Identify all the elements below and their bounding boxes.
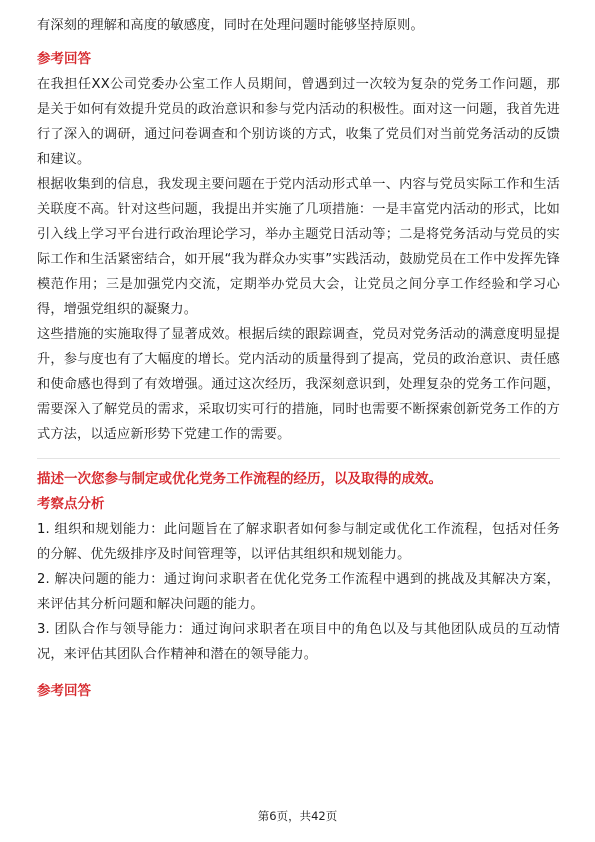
answer-paragraph-3: 这些措施的实施取得了显著成效。根据后续的跟踪调查，党员对党务活动的满意度明显提升，参与度也有了大幅度的增长。党内活动的质量得到了提高，党员的政治意识、责任感和使命感也得到了有效增强。通过这次经历，我深刻意识到，处理复杂的党务工作问题，需要深入了解党员的需求，采取切实可行的措施，同时也需要不断探索创新党务工作的方式方法，以适应新形势下党建工作的需要。 — [37, 327, 560, 442]
page-content — [37, 13, 560, 704]
analysis-heading: 考察点分析 — [37, 496, 105, 512]
page-number: 第6页，共42页 — [257, 809, 338, 823]
answer-paragraph-1: 在我担任XX公司党委办公室工作人员期间，曾遇到过一次较为复杂的党务工作问题，那是关于如何有效提升党员的政治意识和参与党内活动的积极性。面对这一问题，我首先进行了深入的调研，通过问卷调查和个别访谈的方式，收集了党员们对当前党务活动的反馈和建议。 — [37, 77, 560, 167]
answer-paragraph-2: 根据收集到的信息，我发现主要问题在于党内活动形式单一、内容与党员实际工作和生活关联度不高。针对这些问题，我提出并实施了几项措施：一是丰富党内活动的形式，比如引入线上学习平台进行政治理论学习，举办主题党日活动等；二是将党务活动与党员的实际工作和生活紧密结合，如开展“我为群众办实事”实践活动，鼓励党员在工作中发挥先锋模范作用；三是加强党内交流，定期举办党员大会，让党员之间分享工作经验和学习心得，增强党组织的凝聚力。 — [37, 177, 560, 317]
reference-answer-heading-2: 参考回答 — [37, 683, 91, 699]
section-divider — [37, 458, 560, 459]
analysis-item-1: 1. 组织和规划能力：此问题旨在了解求职者如何参与制定或优化工作流程，包括对任务的分解、优先级排序及时间管理等，以评估其组织和规划能力。 — [37, 522, 560, 562]
analysis-item-3: 3. 团队合作与领导能力：通过询问求职者在项目中的角色以及与其他团队成员的互动情况，来评估其团队合作精神和潜在的领导能力。 — [37, 622, 560, 662]
continuation-paragraph: 有深刻的理解和高度的敏感度，同时在处理问题时能够坚持原则。 — [37, 18, 424, 33]
question-heading: 描述一次您参与制定或优化党务工作流程的经历，以及取得的成效。 — [37, 471, 442, 487]
analysis-item-2: 2. 解决问题的能力：通过询问求职者在优化党务工作流程中遇到的挑战及其解决方案，来评估其分析问题和解决问题的能力。 — [37, 572, 560, 612]
reference-answer-heading: 参考回答 — [37, 51, 91, 67]
